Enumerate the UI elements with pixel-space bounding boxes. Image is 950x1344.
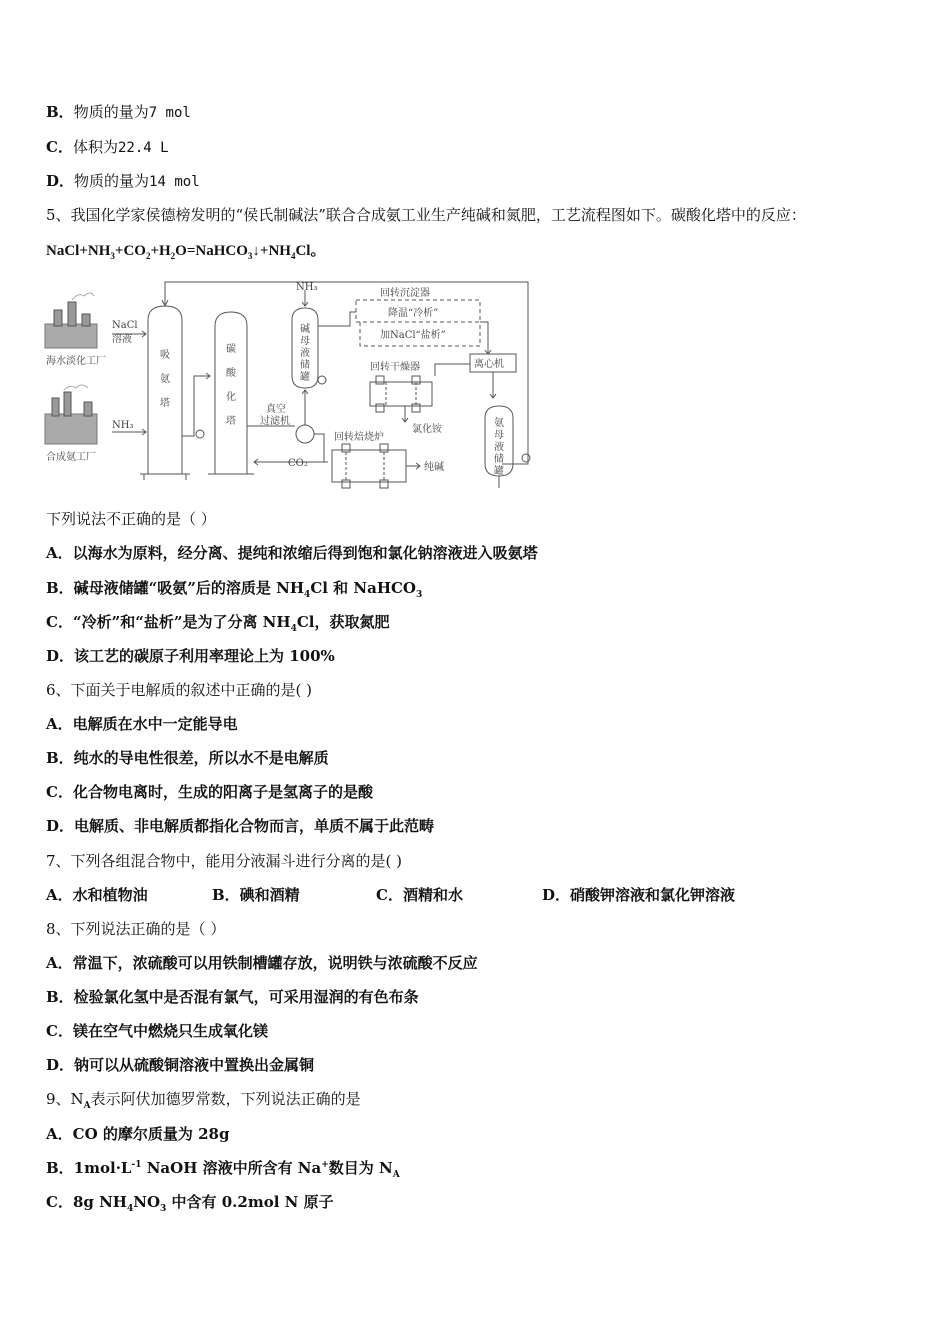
ammonia-tank-char-1: 氨 (494, 418, 504, 429)
q7-option-b: B．碘和酒精 (212, 886, 300, 904)
q5-question: 下列说法不正确的是（ ） (46, 510, 216, 528)
q6-option-a: A．电解质在水中一定能导电 (46, 715, 238, 733)
nacl-solution-label: 溶液 (112, 334, 132, 345)
carbonator-char-1: 碳 (226, 344, 236, 355)
carbonator-char-4: 塔 (226, 416, 236, 427)
q6-option-b: B．纯水的导电性很差，所以水不是电解质 (46, 749, 329, 767)
ammonium-chloride-label: 氯化铵 (412, 424, 442, 435)
q8-stem: 8、下列说法正确的是（ ） (46, 920, 226, 938)
q5-stem: 5、我国化学家侯德榜发明的“侯氏制碱法”联合合成氨工业生产纯碱和氮肥，工艺流程图如下。碳酸化塔中的反应： (46, 206, 806, 224)
co2-label: CO₂ (288, 458, 308, 469)
q6-option-c: C．化合物电离时，生成的阳离子是氢离子的是酸 (46, 783, 373, 801)
settler-cooling-label: 降温“冷析” (388, 308, 439, 319)
q6-stem: 6、下面关于电解质的叙述中正确的是( ) (46, 681, 313, 699)
mother-tank-char-2: 母 (300, 336, 310, 347)
nh3-top-label: NH₃ (296, 282, 318, 293)
centrifuge-label: 离心机 (474, 359, 504, 370)
q8-option-d: D．钠可以从硫酸铜溶液中置换出金属铜 (46, 1056, 315, 1074)
ammonia-tank-char-3: 液 (494, 442, 504, 453)
soda-ash-label: 纯碱 (424, 462, 444, 473)
seawater-plant-label: 海水淡化工厂 (46, 356, 106, 367)
rotary-calciner (332, 450, 406, 482)
q5-option-d: D．该工艺的碳原子利用率理论上为 100% (46, 647, 335, 665)
process-flow-diagram (40, 276, 540, 496)
q5-option-b: B．碱母液储罐“吸氨”后的溶质是 $NH_4Cl$ 和 NaHCO$_3$ (46, 579, 423, 600)
vacuum-filter-label-1: 真空 (266, 404, 286, 415)
nacl-label: NaCl (112, 320, 138, 331)
q5-reaction-equation: $NaCl+NH_3+CO_2+H_2O=NaHCO_3↓+NH_4Cl$。 (46, 243, 326, 261)
q4-option-c: C．体积为22.4 L (46, 138, 169, 156)
nh3-in-label: NH₃ (112, 420, 134, 431)
q8-option-a: A．常温下，浓硫酸可以用铁制槽罐存放，说明铁与浓硫酸不反应 (46, 954, 478, 972)
ammonia-plant-icon (45, 385, 97, 444)
rotary-calciner-label: 回转焙烧炉 (334, 432, 384, 443)
rotary-dryer-label: 回转干燥器 (370, 362, 420, 373)
q7-stem: 7、下列各组混合物中，能用分液漏斗进行分离的是( ) (46, 852, 403, 870)
settler-salting-label: 加NaCl“盐析” (380, 330, 446, 341)
vacuum-filter (296, 425, 314, 443)
q4-option-b: B．物质的量为7 mol (46, 103, 191, 121)
q7-option-a: A．水和植物油 (46, 886, 148, 904)
q5-option-a: A．以海水为原料，经分离、提纯和浓缩后得到饱和氯化钠溶液进入吸氨塔 (46, 544, 538, 562)
q5-option-c: C．“冷析”和“盐析”是为了分离 $NH_4Cl$，获取氮肥 (46, 613, 390, 634)
q9-option-b: B．$1mol\cdot L^{-1}$ NaOH 溶液中所含有 Na+数目为 $N_A$ (46, 1159, 400, 1180)
mother-tank-char-5: 罐 (300, 372, 310, 383)
absorber-char-1: 吸 (160, 350, 170, 361)
ammonia-tank-char-2: 母 (494, 430, 504, 441)
q8-option-c: C．镁在空气中燃烧只生成氧化镁 (46, 1022, 268, 1040)
seawater-plant-icon (45, 293, 97, 348)
ammonia-plant-label: 合成氨工厂 (46, 452, 96, 463)
absorber-char-3: 塔 (160, 398, 170, 409)
vacuum-filter-label-2: 过滤机 (260, 416, 290, 427)
ammonia-tank-char-5: 罐 (494, 466, 504, 477)
mother-tank-char-1: 碱 (300, 324, 310, 335)
q9-option-a: A．CO 的摩尔质量为 28g (46, 1125, 230, 1143)
carbonator-char-2: 酸 (226, 368, 236, 379)
ammonia-tank-char-4: 储 (494, 454, 504, 465)
q4-option-d: D．物质的量为14 mol (46, 172, 200, 190)
q7-options (46, 885, 906, 905)
absorber-char-2: 氨 (160, 374, 170, 385)
rotary-settler-label: 回转沉淀器 (380, 288, 430, 299)
rotary-dryer (370, 382, 432, 406)
absorber-tower (148, 306, 182, 474)
q9-option-c: C．8g $NH_4NO_3$ 中含有 0.2mol N 原子 (46, 1193, 334, 1214)
carbonator-char-3: 化 (226, 392, 236, 403)
q7-option-d: D．硝酸钾溶液和氯化钾溶液 (542, 886, 736, 904)
q6-option-d: D．电解质、非电解质都指化合物而言，单质不属于此范畴 (46, 817, 435, 835)
q9-stem: 9、$N_A$表示阿伏加德罗常数，下列说法正确的是 (46, 1090, 361, 1111)
q7-option-c: C．酒精和水 (376, 886, 463, 904)
mother-tank-char-4: 储 (300, 360, 310, 371)
q8-option-b: B．检验氯化氢中是否混有氯气，可采用湿润的有色布条 (46, 988, 419, 1006)
mother-tank-char-3: 液 (300, 348, 310, 359)
